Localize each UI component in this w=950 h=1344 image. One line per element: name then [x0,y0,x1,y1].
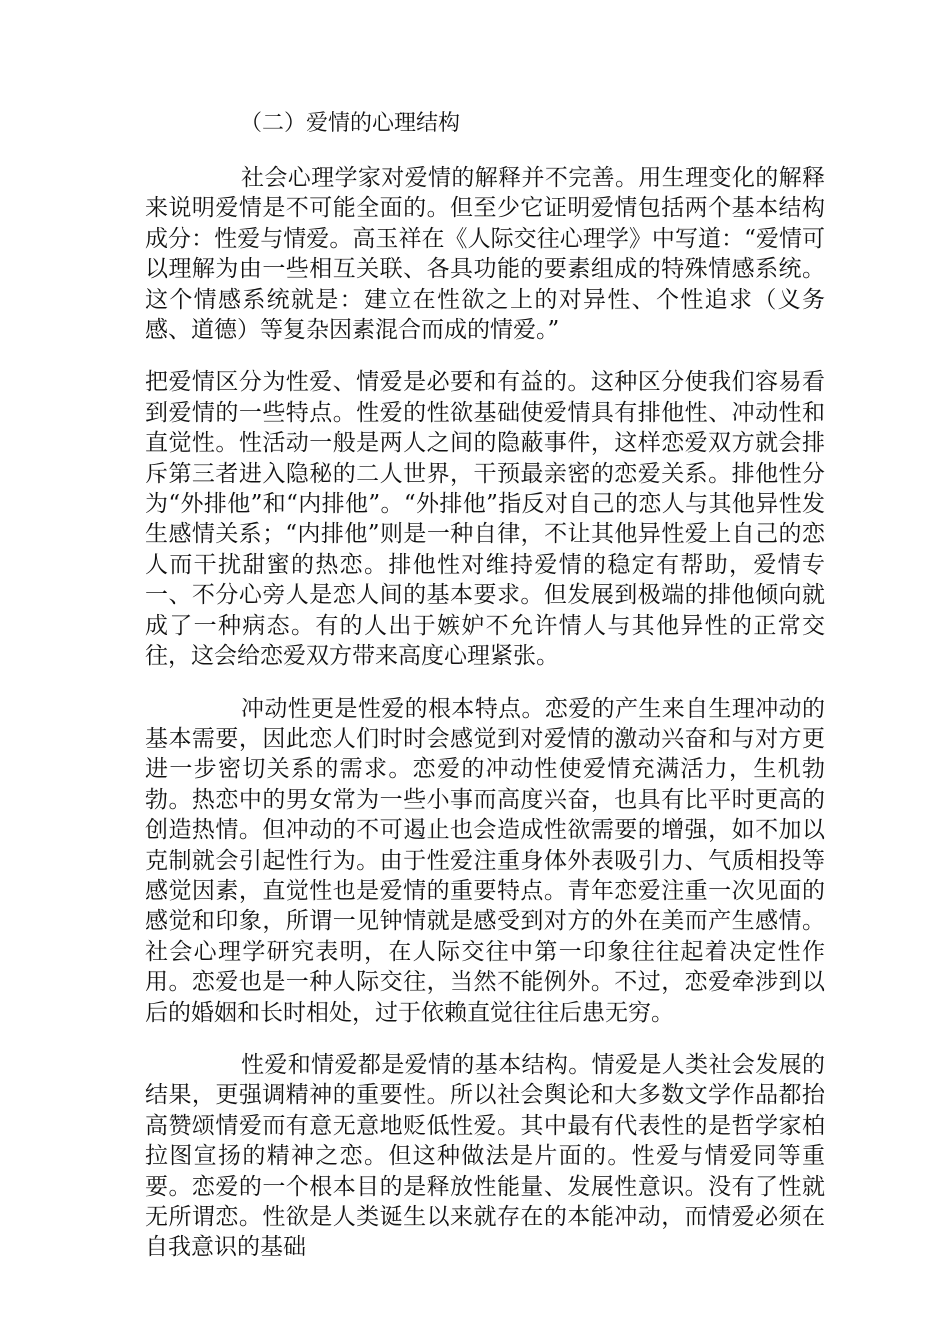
paragraph-2: 把爱情区分为性爱、情爱是必要和有益的。这种区分使我们容易看到爱情的一些特点。性爱的性欲基础使爱情具有排他性、冲动性和直觉性。性活动一般是两人之间的隐蔽事件，这样恋爱双方就会排斥第三者进入隐秘的二人世界，干预最亲密的恋爱关系。排他性分为“外排他”和“内排他”。“外排他”指反对自己的恋人与其他异性发生感情关系；“内排他”则是一种自律，不让其他异性爱上自己的恋人而干扰甜蜜的热恋。排他性对维持爱情的稳定有帮助，爱情专一、不分心旁人是恋人间的基本要求。但发展到极端的排他倾向就成了一种病态。有的人出于嫉妒不允许情人与其他异性的正常交往，这会给恋爱双方带来高度心理紧张。 [145,369,825,670]
section-heading: （二）爱情的心理结构 [240,111,461,136]
paragraph-1: 社会心理学家对爱情的解释并不完善。用生理变化的解释来说明爱情是不可能全面的。但至少它证明爱情包括两个基本结构成分：性爱与情爱。高玉祥在《人际交往心理学》中写道：“爱情可以理解为由一些相互关联、各具功能的要素组成的特殊情感系统。这个情感系统就是：建立在性欲之上的对异性、个性追求（义务感、道德）等复杂因素混合而成的情爱。” [145,165,825,344]
paragraph-3: 冲动性更是性爱的根本特点。恋爱的产生来自生理冲动的基本需要，因此恋人们时时会感觉到对爱情的激动兴奋和与对方更进一步密切关系的需求。恋爱的冲动性使爱情充满活力，生机勃勃。热恋中的男女常为一些小事而高度兴奋，也具有比平时更高的创造热情。但冲动的不可遏止也会造成性欲需要的增强，如不加以克制就会引起性行为。由于性爱注重身体外表吸引力、气质相投等感觉因素，直觉性也是爱情的重要特点。青年恋爱注重一次见面的感觉和印象，所谓一见钟情就是感受到对方的外在美而产生感情。社会心理学研究表明，在人际交往中第一印象往往起着决定性作用。恋爱也是一种人际交往，当然不能例外。不过，恋爱牵涉到以后的婚姻和长时相处，过于依赖直觉往往后患无穷。 [145,695,825,1026]
paragraph-4: 性爱和情爱都是爱情的基本结构。情爱是人类社会发展的结果，更强调精神的重要性。所以社会舆论和大多数文学作品都抬高赞颂情爱而有意无意地贬低性爱。其中最有代表性的是哲学家柏拉图宣扬的精神之恋。但这种做法是片面的。性爱与情爱同等重要。恋爱的一个根本目的是释放性能量、发展性意识。没有了性就无所谓恋。性欲是人类诞生以来就存在的本能冲动，而情爱必须在自我意识的基础 [145,1051,825,1261]
document-body [145,107,825,1285]
